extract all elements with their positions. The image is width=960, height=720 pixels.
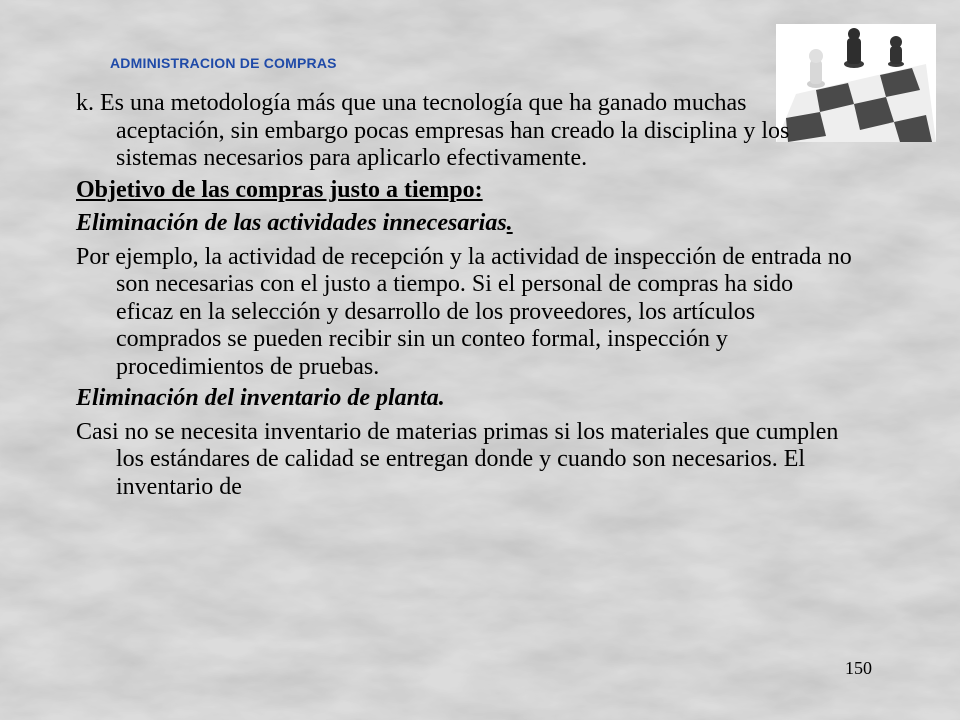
objective-heading: Objetivo de las compras justo a tiempo: [76, 176, 483, 203]
subheading-activities-period: . [506, 210, 513, 236]
slide-content [76, 90, 856, 505]
subheading-activities [76, 210, 856, 238]
slide-header: ADMINISTRACION DE COMPRAS [110, 55, 337, 71]
paragraph-inventory: Casi no se necesita inventario de materias primas si los materiales que cumplen los estándares de calidad se entregan donde y cuando son necesarios. El inventario de [76, 418, 839, 500]
subheading-activities-text: Eliminación de las actividades innecesarias [76, 210, 507, 236]
paragraph-example: Por ejemplo, la actividad de recepción y la actividad de inspección de entrada no son necesarias con el justo a tiempo. Si el personal de compras ha sido eficaz en la selección y desarrollo de los proveedores, los artículos comprados se pueden recibir sin un conteo formal, inspección y procedimientos de pruebas. [76, 243, 852, 380]
page-number: 150 [845, 658, 872, 678]
paragraph-definition: k. Es una metodología más que una tecnología que ha ganado muchas aceptación, sin embargo pocas empresas han creado la disciplina y los sistemas necesarios para aplicarlo efectivamente. [76, 90, 790, 171]
subheading-inventory: Eliminación del inventario de planta. [76, 385, 445, 411]
